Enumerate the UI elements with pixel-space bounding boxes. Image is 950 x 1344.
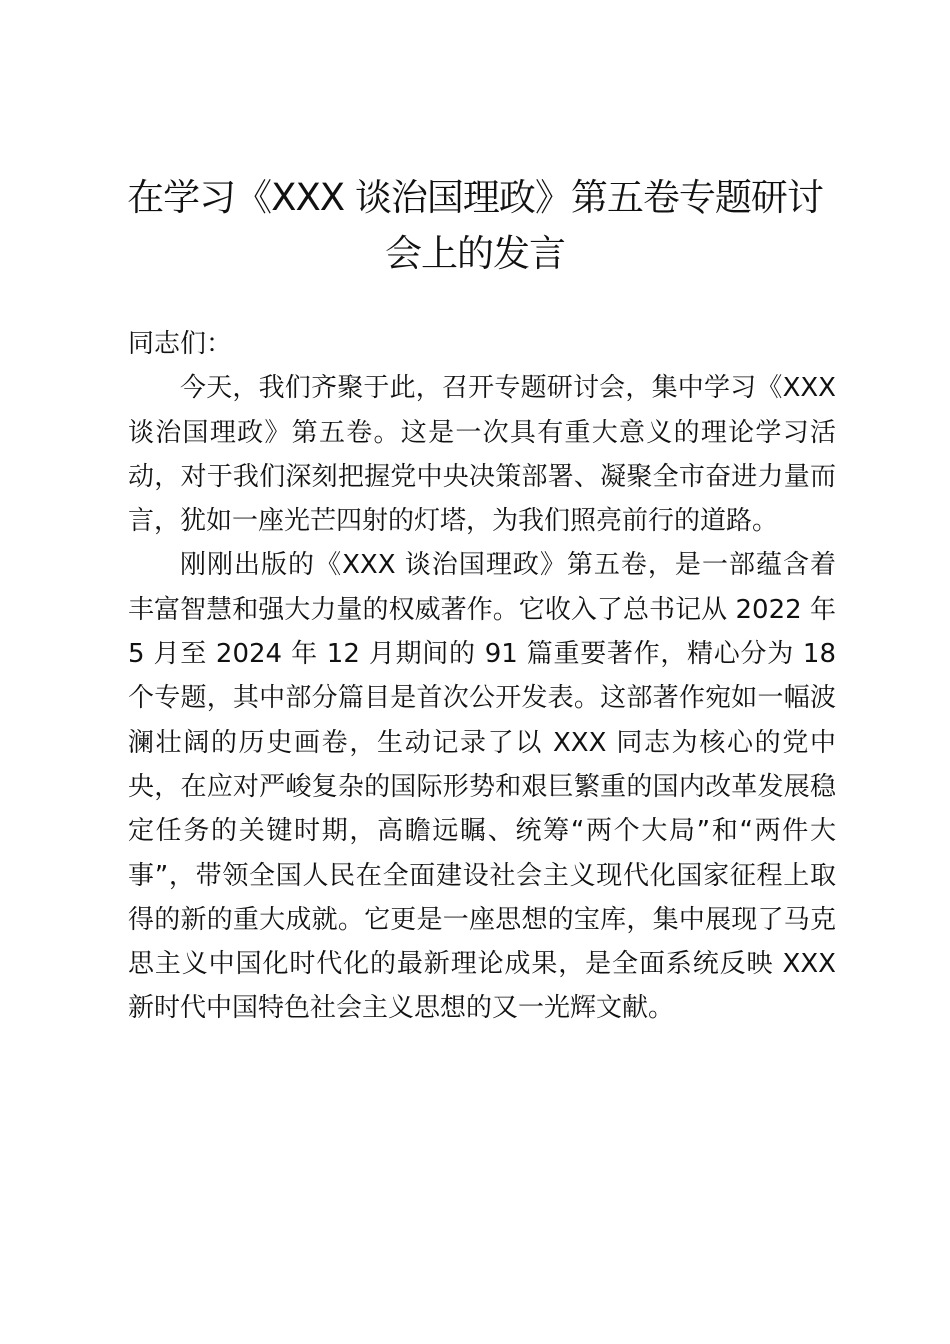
salutation: 同志们： — [128, 329, 233, 359]
document-title: 在学习《XXX 谈治国理政》第五卷专题研讨会上的发言 — [127, 176, 823, 275]
paragraph-2: 刚刚出版的《XXX 谈治国理政》第五卷，是一部蕴含着丰富智慧和强大力量的权威著作。它收入了总书记从 2022 年 5 月至 2024 年 12 月期间的 91 篇重要著作，精心分为 18 个专题，其中部分篇目是首次公开发表。这部著作宛如一幅波澜壮阔的历史画卷，生动记录了以 XXX 同志为核心的党中央，在应对严峻复杂的国际形势和艰巨繁重的国内改革发展稳定任务的关键时期，高瞻远瞩、统筹“两个大局”和“两件大事”，带领全国人民在全面建设社会主义现代化国家征程上取得的新的重大成就。它更是一座思想的宝库，集中展现了马克思主义中国化时代化的最新理论成果，是全面系统反映 XXX 新时代中国特色社会主义思想的又一光辉文献。 — [128, 550, 836, 1024]
document-body — [128, 322, 836, 1031]
paragraph-1: 今天，我们齐聚于此，召开专题研讨会，集中学习《XXX谈治国理政》第五卷。这是一次具有重大意义的理论学习活动，对于我们深刻把握党中央决策部署、凝聚全市奋进力量而言，犹如一座光芒四射的灯塔，为我们照亮前行的道路。 — [128, 373, 836, 537]
